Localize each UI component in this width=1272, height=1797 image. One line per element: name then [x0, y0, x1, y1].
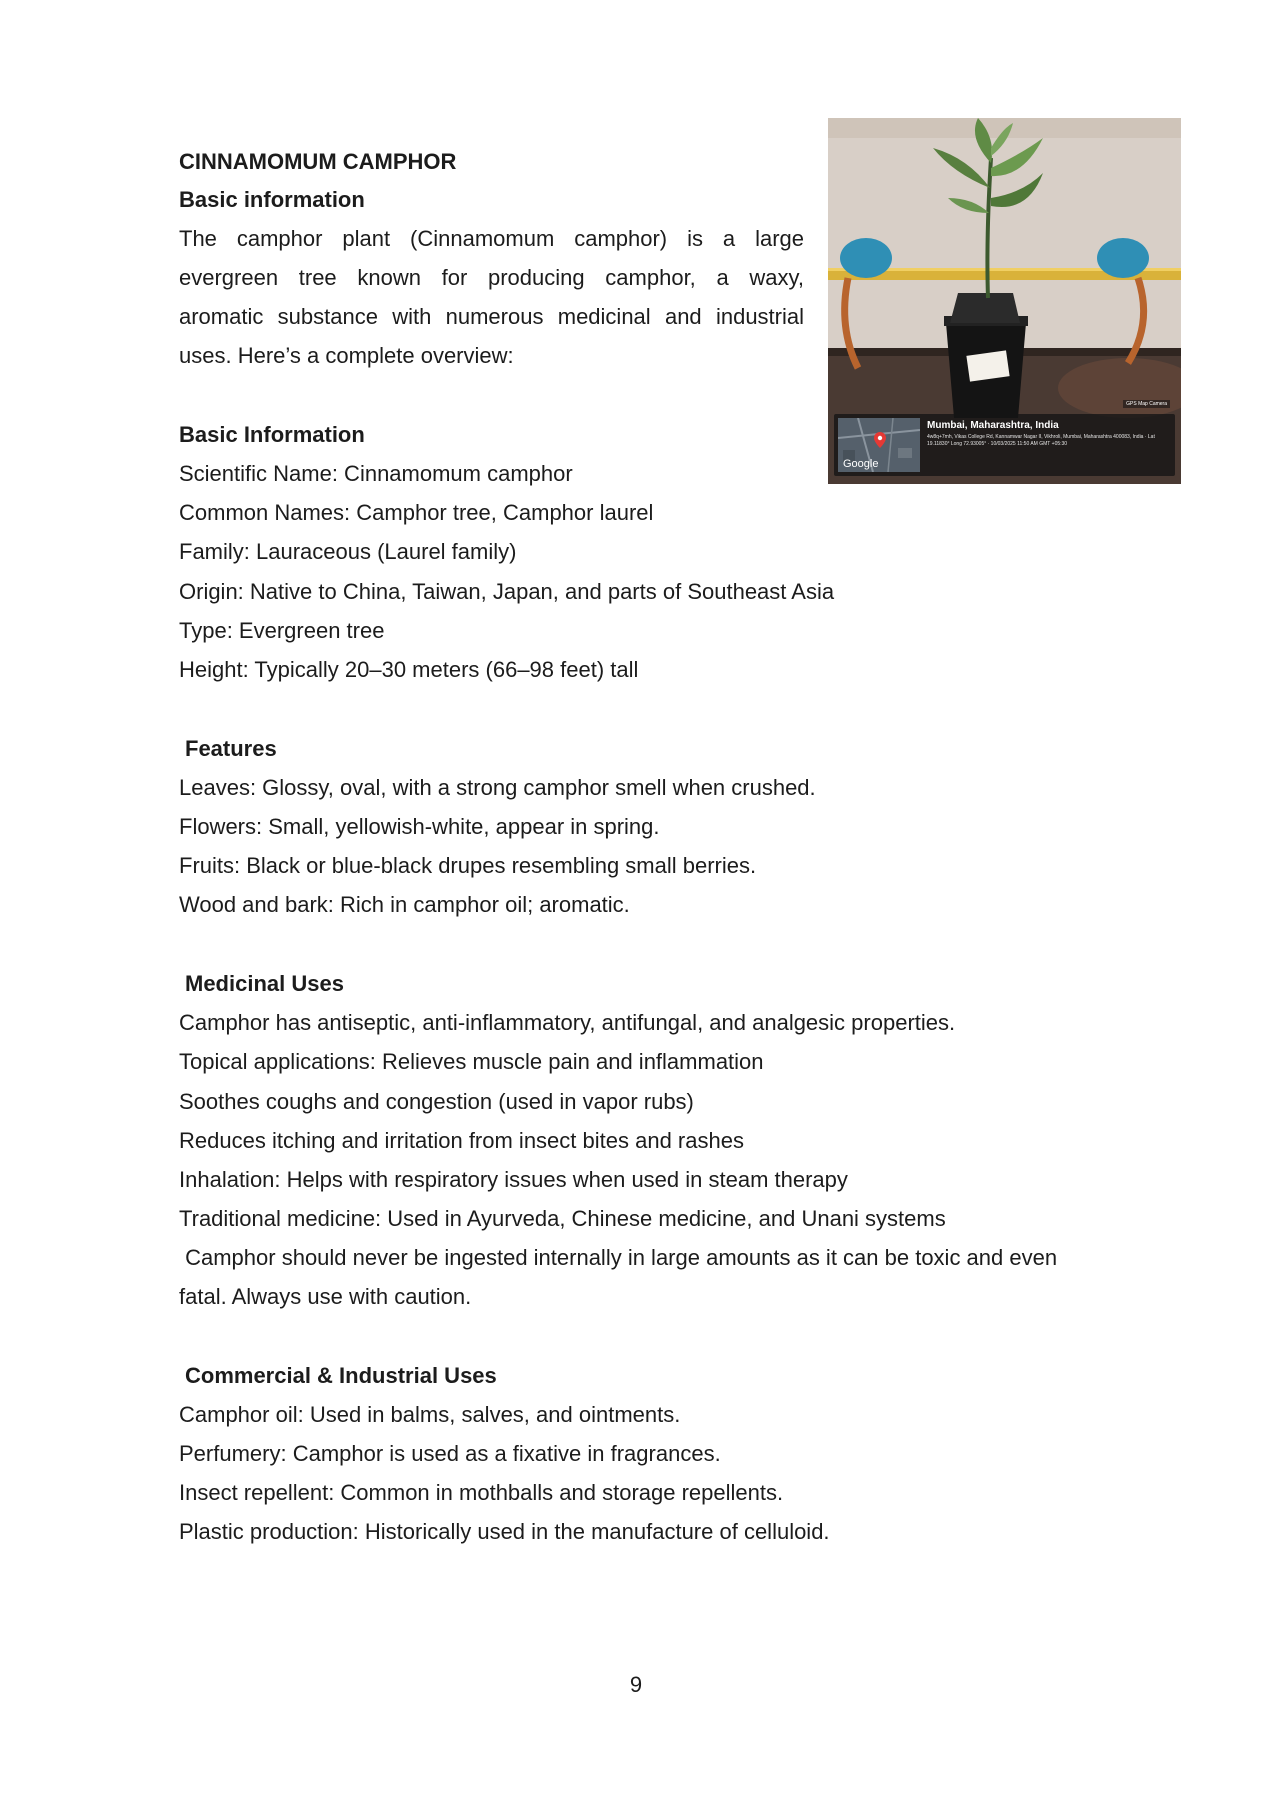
intro-line: evergreen tree known for producing camphor, a waxy,: [179, 265, 804, 290]
medicinal-uses-item: Camphor has antiseptic, anti-inflammatory, antifungal, and analgesic properties.: [179, 1010, 956, 1035]
basic-info-item: Family: Lauraceous (Laurel family): [179, 539, 517, 564]
mini-map: [838, 418, 920, 472]
basic-info-item: Origin: Native to China, Taiwan, Japan, and parts of Southeast Asia: [179, 579, 835, 604]
basic-info-item: Scientific Name: Cinnamomum camphor: [179, 461, 573, 486]
gps-brand: GPS Map Camera: [1123, 400, 1170, 408]
intro-line: aromatic substance with numerous medicinal and industrial: [179, 304, 804, 329]
commercial-uses-item: Camphor oil: Used in balms, salves, and ointments.: [179, 1402, 681, 1427]
features-item: Fruits: Black or blue-black drupes resembling small berries.: [179, 853, 757, 878]
gps-stamp: [834, 401, 1175, 476]
medicinal-uses-item: fatal. Always use with caution.: [179, 1284, 472, 1309]
commercial-uses-item: Perfumery: Camphor is used as a fixative in fragrances.: [179, 1441, 721, 1466]
basic-info-item: Common Names: Camphor tree, Camphor laurel: [179, 500, 654, 525]
commercial-uses-heading: Commercial & Industrial Uses: [185, 1363, 497, 1388]
features-item: Flowers: Small, yellowish-white, appear in spring.: [179, 814, 660, 839]
medicinal-uses-heading: Medicinal Uses: [185, 971, 344, 996]
medicinal-uses-item: Soothes coughs and congestion (used in vapor rubs): [179, 1089, 694, 1114]
features-item: Wood and bark: Rich in camphor oil; aromatic.: [179, 892, 630, 917]
medicinal-uses-item: Camphor should never be ingested internally in large amounts as it can be toxic and even: [179, 1245, 1058, 1270]
intro-line: The camphor plant (Cinnamomum camphor) is a large: [179, 226, 804, 251]
intro-line: uses. Here’s a complete overview:: [179, 343, 514, 368]
page-number: 9: [629, 1672, 643, 1697]
camphor-plant-photo: [828, 118, 1181, 484]
medicinal-uses-item: Topical applications: Relieves muscle pain and inflammation: [179, 1049, 764, 1074]
medicinal-uses-item: Traditional medicine: Used in Ayurveda, Chinese medicine, and Unani systems: [179, 1206, 946, 1231]
gps-location: Mumbai, Maharashtra, India: [927, 420, 1059, 431]
basic-info-item: Type: Evergreen tree: [179, 618, 385, 643]
page-title: CINNAMOMUM CAMPHOR: [179, 149, 457, 174]
map-label: Google: [843, 458, 879, 470]
intro-heading: Basic information: [179, 187, 365, 212]
medicinal-uses-item: Reduces itching and irritation from insect bites and rashes: [179, 1128, 744, 1153]
medicinal-uses-item: Inhalation: Helps with respiratory issues when used in steam therapy: [179, 1167, 848, 1192]
commercial-uses-item: Plastic production: Historically used in the manufacture of celluloid.: [179, 1519, 830, 1544]
features-item: Leaves: Glossy, oval, with a strong camphor smell when crushed.: [179, 775, 816, 800]
commercial-uses-item: Insect repellent: Common in mothballs and storage repellents.: [179, 1480, 784, 1505]
basic-info-heading: Basic Information: [179, 422, 365, 447]
basic-info-item: Height: Typically 20–30 meters (66–98 feet) tall: [179, 657, 639, 682]
gps-details: 4w8q+7mh, Vikas College Rd, Kannamwar Nagar II, Vikhroli, Mumbai, Maharashtra 400083, India · Lat 19.11830° Long 72.93005° · 10/03/2025 11:50 AM GMT +05:30: [927, 434, 1155, 447]
location-pin-icon: [874, 432, 886, 448]
features-heading: Features: [185, 736, 277, 761]
